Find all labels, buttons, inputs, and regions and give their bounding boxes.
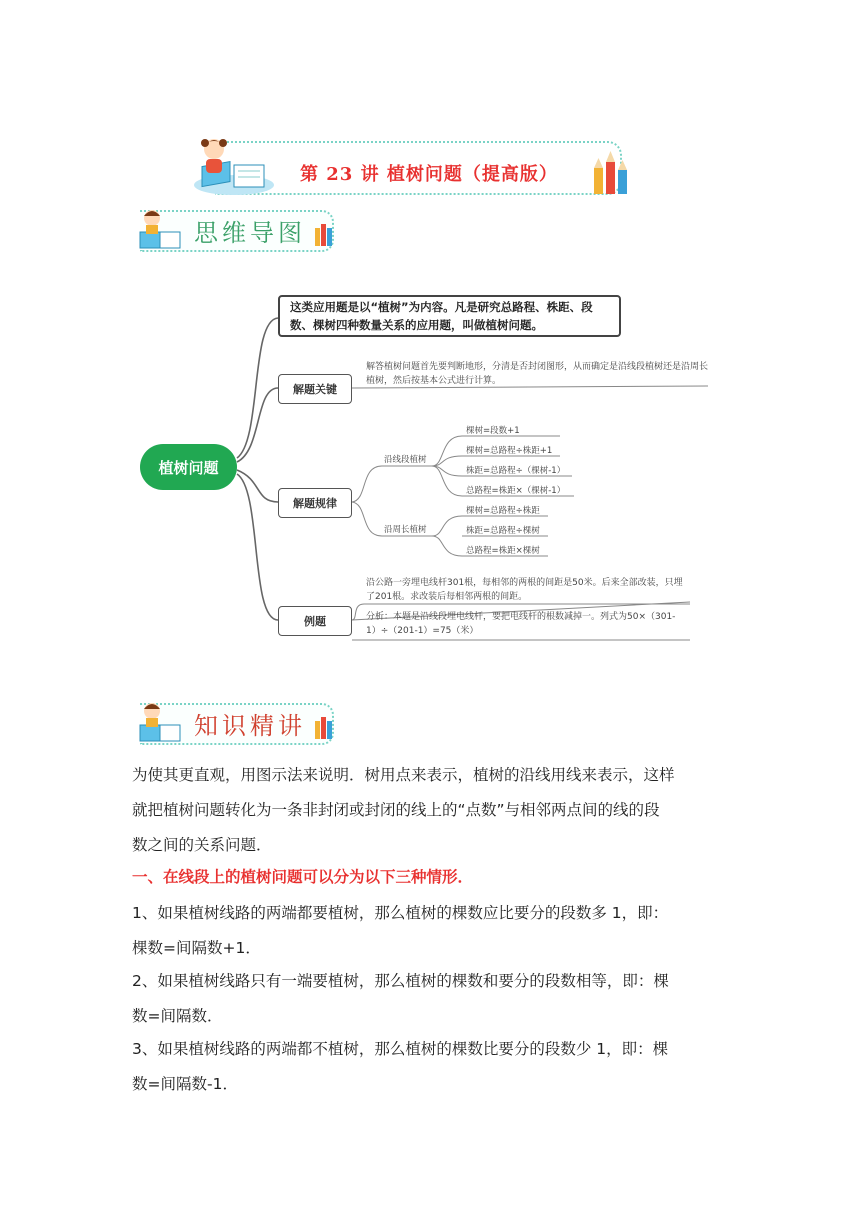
intro-paragraph (132, 758, 737, 863)
text-line: 2、如果植树线路只有一端要植树，那么植树的棵数和要分的段数相等，即：棵 (132, 972, 669, 990)
text-line: 数之间的关系问题． (132, 836, 272, 854)
mindmap-node-example: 例题 (278, 606, 352, 636)
list-item-2 (132, 964, 737, 1034)
list-item-1 (132, 896, 737, 966)
mindmap-example-analysis: 分析：本题是沿线段埋电线杆，要把电线杆的根数减掉一。列式为50×（301-1）÷（201-1）=75（米） (366, 612, 676, 636)
mindmap-leaf: 株距=总路程÷棵树 (466, 526, 540, 536)
mindmap-leaf: 棵树=总路程÷株距 (466, 506, 540, 516)
mindmap-node-rules: 解题规律 (278, 488, 352, 518)
mindmap-key-text: 解答植树问题首先要判断地形，分清是否封闭图形，从而确定是沿线段植树还是沿周长植树，然后按基本公式进行计算。 (366, 362, 709, 386)
text-line: 1、如果植树线路的两端都要植树，那么植树的棵数应比要分的段数多 1，即： (132, 904, 669, 922)
text-line: 数=间隔数． (132, 1007, 223, 1025)
section-title-knowledge: 知识精讲 (194, 712, 306, 740)
section-title-mindmap: 思维导图 (194, 219, 306, 247)
mindmap-leaf: 株距=总路程÷（棵树-1） (466, 466, 566, 476)
text-line: 就把植树问题转化为一条非封闭或封闭的线上的“点数”与相邻两点间的线的段 (132, 801, 660, 819)
text-line: 数=间隔数-1． (132, 1075, 238, 1093)
mindmap-branch-circle: 沿周长植树 (384, 525, 427, 535)
page-title: 第 23 讲 植树问题（提高版） (300, 164, 558, 185)
section-heading: 一、在线段上的植树问题可以分为以下三种情形． (132, 868, 474, 886)
mindmap-center-node: 植树问题 (140, 444, 237, 490)
mindmap-leaf: 棵树=总路程÷株距+1 (466, 446, 553, 456)
mindmap-leaf: 总路程=株距×棵树 (466, 546, 540, 556)
mindmap-branch-line: 沿线段植树 (384, 455, 427, 465)
mindmap-example-question: 沿公路一旁埋电线杆301根，每相邻的两根的间距是50米。后来全部改装，只埋了201根。求改装后每相邻两根的间距。 (366, 578, 683, 602)
mindmap-node-key: 解题关键 (278, 374, 352, 404)
text-line: 棵数=间隔数+1． (132, 939, 261, 957)
small-pencils-icon (313, 709, 335, 741)
list-item-3 (132, 1032, 737, 1102)
mindmap-leaf: 总路程=株距×（棵树-1） (466, 486, 566, 496)
mindmap-leaf: 棵树=段数+1 (466, 426, 520, 436)
mindmap-intro-box: 这类应用题是以“植树”为内容。凡是研究总路程、株距、段数、棵树四种数量关系的应用题，叫做植树问题。 (278, 295, 621, 337)
text-line: 3、如果植树线路的两端都不植树，那么植树的棵数比要分的段数少 1，即：棵 (132, 1040, 669, 1058)
reading-kid-icon (136, 699, 186, 745)
text-line: 为使其更直观，用图示法来说明．树用点来表示，植树的沿线用线来表示，这样 (132, 766, 675, 784)
